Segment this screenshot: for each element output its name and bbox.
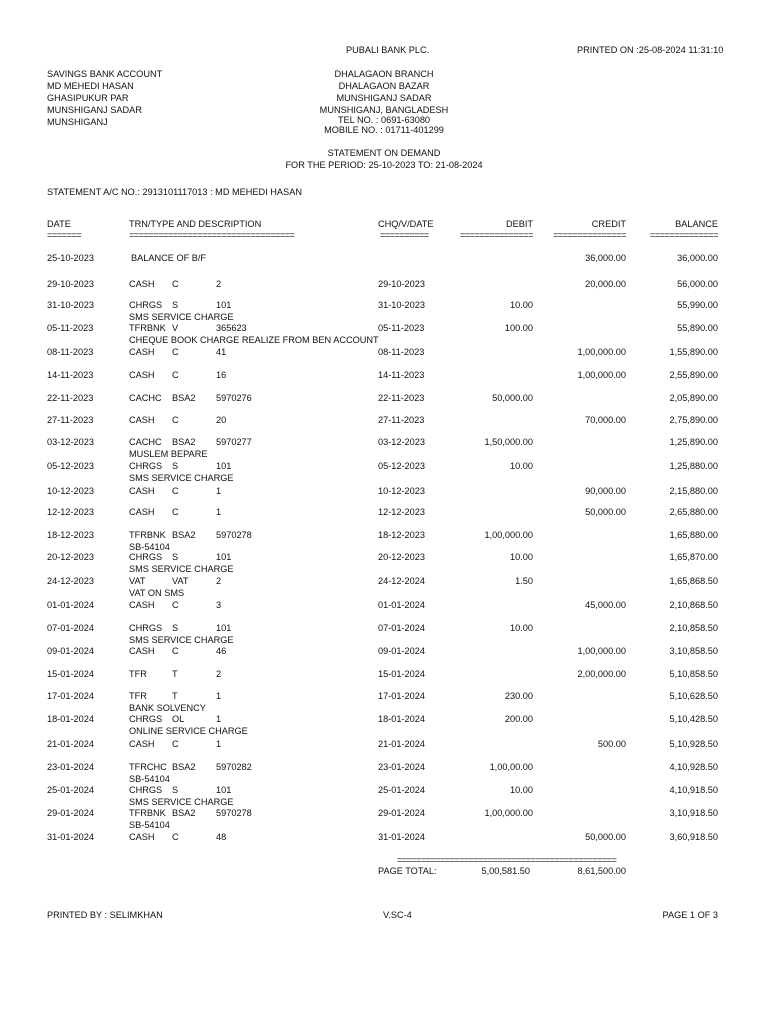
txn-subtype: C <box>172 279 179 289</box>
txn-debit: 1.50 <box>515 576 533 586</box>
col-header-trn: TRN/TYPE AND DESCRIPTION <box>129 219 262 229</box>
txn-cho-date: 31-01-2024 <box>378 832 425 842</box>
txn-debit: 10.00 <box>510 785 533 795</box>
txn-subtype: OL <box>172 714 185 724</box>
txn-ref: 1 <box>216 739 222 749</box>
txn-date: 24-12-2023 <box>47 576 94 586</box>
table-row <box>0 530 768 554</box>
txn-balance: 2,10,868.50 <box>669 600 718 610</box>
txn-ref: 5970277 <box>216 437 252 447</box>
txn-type: TFRBNK <box>129 530 166 540</box>
txn-description: BANK SOLVENCY <box>129 703 206 713</box>
txn-cho-date: 29-01-2024 <box>378 808 425 818</box>
col-underline-trn: ================================== <box>129 230 295 240</box>
txn-date: 03-12-2023 <box>47 437 94 447</box>
txn-description: MUSLEM BEPARE <box>129 449 208 459</box>
table-row <box>0 762 768 786</box>
txn-balance: 2,75,890.00 <box>669 415 718 425</box>
txn-balance: 3,10,858.50 <box>669 646 718 656</box>
table-row <box>0 415 768 439</box>
account-holder-name: MD MEHEDI HASAN <box>47 81 134 91</box>
statement-account-line: STATEMENT A/C NO.: 2913101117013 : MD MEHEDI HASAN <box>47 187 302 197</box>
txn-debit: 1,00,000.00 <box>484 530 533 540</box>
txn-credit: 1,00,000.00 <box>577 370 626 380</box>
txn-balance: 2,05,890.00 <box>669 393 718 403</box>
txn-credit: 50,000.00 <box>585 507 626 517</box>
txn-credit: 45,000.00 <box>585 600 626 610</box>
col-underline-debit: =============== <box>460 230 533 240</box>
txn-date: 29-01-2024 <box>47 808 94 818</box>
txn-date: 10-12-2023 <box>47 486 94 496</box>
statement-title: STATEMENT ON DEMAND <box>327 148 441 158</box>
txn-cho-date: 03-12-2023 <box>378 437 425 447</box>
txn-balance: 1,65,870.00 <box>669 552 718 562</box>
txn-description: ONLINE SERVICE CHARGE <box>129 726 248 736</box>
txn-subtype: T <box>172 669 178 679</box>
txn-date: 31-01-2024 <box>47 832 94 842</box>
table-row <box>0 576 768 600</box>
txn-type: CASH <box>129 507 155 517</box>
table-row <box>0 646 768 670</box>
txn-subtype: C <box>172 370 179 380</box>
txn-subtype: S <box>172 785 179 795</box>
table-row <box>0 600 768 624</box>
txn-subtype: C <box>172 600 179 610</box>
txn-cho-date: 10-12-2023 <box>378 486 425 496</box>
txn-debit: 10.00 <box>510 300 533 310</box>
txn-balance: 55,990.00 <box>677 300 718 310</box>
txn-ref: 5970276 <box>216 393 252 403</box>
txn-type: CHRGS <box>129 785 163 795</box>
txn-debit: 100.00 <box>504 323 533 333</box>
txn-cho-date: 12-12-2023 <box>378 507 425 517</box>
txn-date: 07-01-2024 <box>47 623 94 633</box>
txn-date: 21-01-2024 <box>47 739 94 749</box>
txn-cho-date: 05-11-2023 <box>378 323 425 333</box>
txn-balance: 3,10,918.50 <box>669 808 718 818</box>
txn-balance: 1,65,868.50 <box>669 576 718 586</box>
txn-ref: 1 <box>216 714 222 724</box>
table-row <box>0 393 768 417</box>
txn-cho-date: 15-01-2024 <box>378 669 425 679</box>
txn-date: 29-10-2023 <box>47 279 94 289</box>
txn-type: BALANCE OF B/F <box>131 253 207 263</box>
txn-type: CASH <box>129 600 155 610</box>
printed-by: PRINTED BY : SELIMKHAN <box>47 910 163 920</box>
col-header-balance: BALANCE <box>675 219 718 229</box>
txn-description: SMS SERVICE CHARGE <box>129 473 234 483</box>
statement-period: FOR THE PERIOD: 25-10-2023 TO: 21-08-2024 <box>285 160 483 170</box>
txn-ref: 48 <box>216 832 227 842</box>
txn-subtype: V <box>172 323 179 333</box>
table-row <box>0 461 768 485</box>
txn-subtype: BSA2 <box>172 437 196 447</box>
txn-date: 18-01-2024 <box>47 714 94 724</box>
txn-type: CACHC <box>129 437 162 447</box>
txn-debit: 230.00 <box>504 691 533 701</box>
txn-balance: 1,25,890.00 <box>669 437 718 447</box>
txn-date: 09-01-2024 <box>47 646 94 656</box>
txn-type: CASH <box>129 832 155 842</box>
table-row <box>0 323 768 347</box>
txn-type: CHRGS <box>129 461 163 471</box>
txn-credit: 20,000.00 <box>585 279 626 289</box>
txn-date: 20-12-2023 <box>47 552 94 562</box>
txn-balance: 4,10,918.50 <box>669 785 718 795</box>
address-line: MUNSHIGANJ SADAR <box>47 105 142 115</box>
txn-cho-date: 01-01-2024 <box>378 600 425 610</box>
txn-subtype: BSA2 <box>172 393 196 403</box>
txn-type: VAT <box>129 576 146 586</box>
txn-subtype: BSA2 <box>172 762 196 772</box>
txn-description: SMS SERVICE CHARGE <box>129 797 234 807</box>
txn-cho-date: 20-12-2023 <box>378 552 425 562</box>
table-row <box>0 623 768 647</box>
txn-ref: 46 <box>216 646 227 656</box>
txn-balance: 4,10,928.50 <box>669 762 718 772</box>
page-number: PAGE 1 OF 3 <box>662 910 718 920</box>
txn-ref: 1 <box>216 507 222 517</box>
txn-subtype: C <box>172 347 179 357</box>
branch-name: DHALAGAON BRANCH <box>334 69 434 79</box>
txn-subtype: T <box>172 691 178 701</box>
txn-debit: 10.00 <box>510 461 533 471</box>
txn-description: SMS SERVICE CHARGE <box>129 312 234 322</box>
txn-credit: 90,000.00 <box>585 486 626 496</box>
table-row <box>0 507 768 531</box>
txn-date: 12-12-2023 <box>47 507 94 517</box>
txn-description: SB-54104 <box>129 542 170 552</box>
txn-debit: 10.00 <box>510 552 533 562</box>
txn-balance: 55,890.00 <box>677 323 718 333</box>
txn-date: 25-01-2024 <box>47 785 94 795</box>
txn-subtype: C <box>172 739 179 749</box>
txn-type: CASH <box>129 646 155 656</box>
table-row <box>0 552 768 576</box>
txn-date: 05-12-2023 <box>47 461 94 471</box>
txn-type: TFRBNK <box>129 808 166 818</box>
txn-credit: 50,000.00 <box>585 832 626 842</box>
txn-ref: 5970278 <box>216 808 252 818</box>
txn-cho-date: 18-01-2024 <box>378 714 425 724</box>
txn-type: TFR <box>129 669 147 679</box>
txn-credit: 500.00 <box>597 739 626 749</box>
txn-ref: 1 <box>216 691 222 701</box>
txn-date: 27-11-2023 <box>47 415 94 425</box>
txn-description: CHEQUE BOOK CHARGE REALIZE FROM BEN ACCOUNT <box>129 335 379 345</box>
branch-tel: TEL NO. : 0691-63080 <box>337 115 431 125</box>
txn-ref: 3 <box>216 600 222 610</box>
table-row <box>0 832 768 856</box>
col-header-date: DATE <box>47 219 71 229</box>
txn-debit: 1,00,000.00 <box>484 808 533 818</box>
txn-ref: 5970278 <box>216 530 252 540</box>
txn-subtype: BSA2 <box>172 530 196 540</box>
txn-debit: 10.00 <box>510 623 533 633</box>
txn-balance: 2,65,880.00 <box>669 507 718 517</box>
table-row <box>0 691 768 715</box>
table-row <box>0 253 768 277</box>
txn-ref: 101 <box>216 785 232 795</box>
branch-mobile: MOBILE NO. : 01711-401299 <box>324 125 444 135</box>
txn-subtype: C <box>172 507 179 517</box>
txn-type: CASH <box>129 739 155 749</box>
table-row <box>0 370 768 394</box>
table-row <box>0 785 768 809</box>
txn-balance: 2,55,890.00 <box>669 370 718 380</box>
txn-subtype: S <box>172 552 179 562</box>
txn-ref: 2 <box>216 576 222 586</box>
col-header-debit: DEBIT <box>505 219 533 229</box>
table-row <box>0 714 768 738</box>
txn-credit: 1,00,000.00 <box>577 347 626 357</box>
table-row <box>0 808 768 832</box>
txn-cho-date: 05-12-2023 <box>378 461 425 471</box>
txn-date: 23-01-2024 <box>47 762 94 772</box>
txn-cho-date: 14-11-2023 <box>378 370 425 380</box>
txn-cho-date: 07-01-2024 <box>378 623 425 633</box>
txn-type: CASH <box>129 415 155 425</box>
txn-ref: 101 <box>216 461 232 471</box>
txn-subtype: C <box>172 415 179 425</box>
txn-description: SMS SERVICE CHARGE <box>129 635 234 645</box>
txn-type: CHRGS <box>129 623 163 633</box>
txn-date: 25-10-2023 <box>47 253 94 263</box>
txn-date: 08-11-2023 <box>47 347 94 357</box>
txn-debit: 1,50,000.00 <box>484 437 533 447</box>
txn-type: CHRGS <box>129 300 163 310</box>
txn-credit: 70,000.00 <box>585 415 626 425</box>
txn-description: SB-54104 <box>129 820 170 830</box>
txn-debit: 1,00,00.00 <box>489 762 533 772</box>
txn-cho-date: 31-10-2023 <box>378 300 425 310</box>
txn-ref: 5970282 <box>216 762 252 772</box>
txn-cho-date: 08-11-2023 <box>378 347 425 357</box>
txn-credit: 36,000.00 <box>585 253 626 263</box>
txn-balance: 1,55,890.00 <box>669 347 718 357</box>
txn-cho-date: 18-12-2023 <box>378 530 425 540</box>
txn-balance: 1,25,880.00 <box>669 461 718 471</box>
txn-ref: 101 <box>216 552 232 562</box>
txn-date: 17-01-2024 <box>47 691 94 701</box>
txn-subtype: BSA2 <box>172 808 196 818</box>
txn-balance: 2,10,858.50 <box>669 623 718 633</box>
txn-ref: 365623 <box>216 323 247 333</box>
txn-ref: 101 <box>216 623 232 633</box>
txn-cho-date: 22-11-2023 <box>378 393 425 403</box>
txn-balance: 5,10,928.50 <box>669 739 718 749</box>
txn-type: CASH <box>129 347 155 357</box>
txn-type: CASH <box>129 279 155 289</box>
branch-address: MUNSHIGANJ, BANGLADESH <box>319 105 449 115</box>
txn-balance: 56,000.00 <box>677 279 718 289</box>
txn-date: 01-01-2024 <box>47 600 94 610</box>
txn-subtype: S <box>172 623 179 633</box>
txn-cho-date: 23-01-2024 <box>378 762 425 772</box>
txn-date: 18-12-2023 <box>47 530 94 540</box>
txn-subtype: VAT <box>172 576 189 586</box>
txn-cho-date: 25-01-2024 <box>378 785 425 795</box>
txn-cho-date: 29-10-2023 <box>378 279 425 289</box>
branch-address: MUNSHIGANJ SADAR <box>336 93 432 103</box>
txn-date: 31-10-2023 <box>47 300 94 310</box>
table-row <box>0 739 768 763</box>
txn-type: CHRGS <box>129 552 163 562</box>
txn-cho-date: 27-11-2023 <box>378 415 425 425</box>
table-row <box>0 300 768 324</box>
txn-type: CASH <box>129 370 155 380</box>
txn-balance: 36,000.00 <box>677 253 718 263</box>
col-header-credit: CREDIT <box>591 219 626 229</box>
page-total-label: PAGE TOTAL: <box>378 866 437 876</box>
txn-ref: 41 <box>216 347 227 357</box>
txn-subtype: C <box>172 646 179 656</box>
col-header-cho: CHQ/V/DATE <box>378 219 434 229</box>
txn-debit: 50,000.00 <box>492 393 533 403</box>
form-version: V.SC-4 <box>383 910 412 920</box>
page-total-credit: 8,61,500.00 <box>577 866 626 876</box>
col-underline-date: ======= <box>47 230 82 240</box>
address-line: GHASIPUKUR PAR <box>47 93 129 103</box>
txn-date: 22-11-2023 <box>47 393 94 403</box>
txn-description: VAT ON SMS <box>129 588 185 598</box>
txn-cho-date: 17-01-2024 <box>378 691 425 701</box>
txn-ref: 101 <box>216 300 232 310</box>
table-row <box>0 437 768 461</box>
txn-balance: 2,15,880.00 <box>669 486 718 496</box>
txn-debit: 200.00 <box>504 714 533 724</box>
txn-balance: 3,60,918.50 <box>669 832 718 842</box>
txn-credit: 2,00,000.00 <box>577 669 626 679</box>
txn-type: TFR <box>129 691 147 701</box>
txn-subtype: C <box>172 832 179 842</box>
txn-ref: 2 <box>216 669 222 679</box>
txn-balance: 5,10,428.50 <box>669 714 718 724</box>
txn-description: SMS SERVICE CHARGE <box>129 564 234 574</box>
txn-balance: 5,10,628.50 <box>669 691 718 701</box>
txn-ref: 1 <box>216 486 222 496</box>
account-type: SAVINGS BANK ACCOUNT <box>47 69 163 79</box>
txn-subtype: S <box>172 461 179 471</box>
txn-type: TFRCHC <box>129 762 167 772</box>
txn-type: CHRGS <box>129 714 163 724</box>
txn-description: SB-54104 <box>129 774 170 784</box>
txn-balance: 1,65,880.00 <box>669 530 718 540</box>
txn-subtype: S <box>172 300 179 310</box>
txn-cho-date: 21-01-2024 <box>378 739 425 749</box>
txn-credit: 1,00,000.00 <box>577 646 626 656</box>
txn-subtype: C <box>172 486 179 496</box>
txn-cho-date: 09-01-2024 <box>378 646 425 656</box>
address-line: MUNSHIGANJ <box>47 117 108 127</box>
col-underline-balance: ============== <box>649 230 718 240</box>
col-underline-cho: ========== <box>380 230 429 240</box>
col-underline-credit: =============== <box>553 230 626 240</box>
table-row <box>0 347 768 371</box>
txn-date: 14-11-2023 <box>47 370 94 380</box>
printed-on: PRINTED ON :25-08-2024 11:31:10 <box>577 45 724 55</box>
table-row <box>0 669 768 693</box>
txn-date: 05-11-2023 <box>47 323 94 333</box>
txn-type: CASH <box>129 486 155 496</box>
totals-rule: ============================================== <box>397 855 617 865</box>
branch-address: DHALAGAON BAZAR <box>338 81 430 91</box>
txn-type: TFRBNK <box>129 323 166 333</box>
page-total-debit: 5,00,581.50 <box>481 866 530 876</box>
bank-name: PUBALI BANK PLC. <box>346 45 430 55</box>
txn-ref: 20 <box>216 415 227 425</box>
txn-date: 15-01-2024 <box>47 669 94 679</box>
txn-ref: 16 <box>216 370 227 380</box>
txn-ref: 2 <box>216 279 222 289</box>
txn-cho-date: 24-12-2024 <box>378 576 425 586</box>
txn-type: CACHC <box>129 393 162 403</box>
txn-balance: 5,10,858.50 <box>669 669 718 679</box>
